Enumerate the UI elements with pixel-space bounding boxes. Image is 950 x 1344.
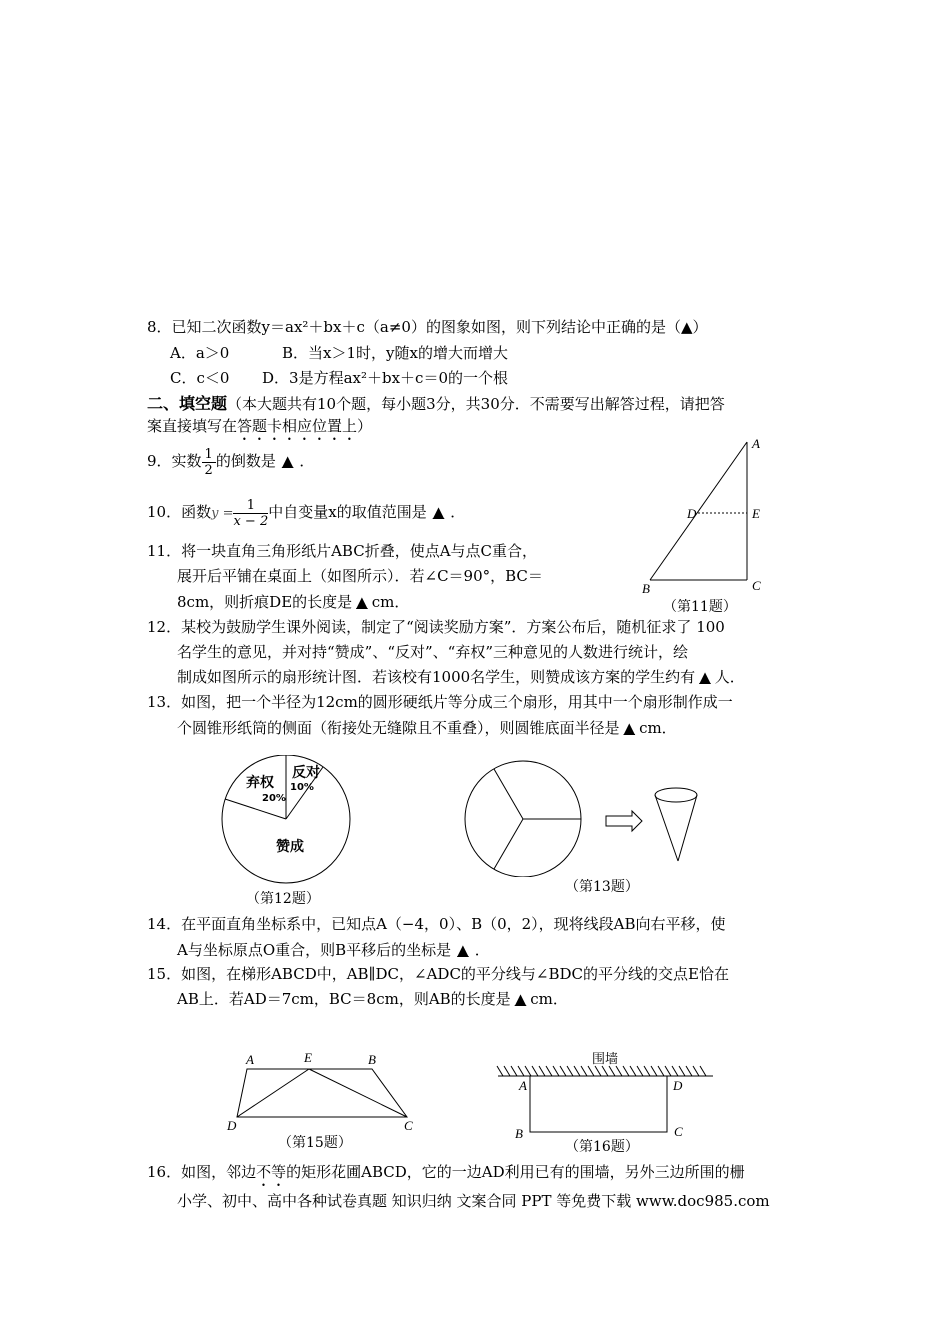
q12-caption: （第12题） xyxy=(246,891,320,907)
q15-caption: （第15题） xyxy=(278,1135,352,1151)
section2-desc2-emph: 答题卡相应位置上 xyxy=(237,417,358,435)
q10-blank: ▲ xyxy=(432,503,445,521)
q15-line1: 15．如图，在梯形ABCD中，AB∥DC，∠ADC的平分线与∠BDC的平分线的交点E恰在 xyxy=(147,965,729,983)
q10-pre: 10．函数 xyxy=(147,503,212,521)
q16-line1-pre: 16．如图，邻边 xyxy=(147,1163,257,1181)
q15-line-ec xyxy=(309,1069,407,1117)
q13-line2-post: cm． xyxy=(639,719,677,737)
q10-numerator: 1 xyxy=(233,498,268,514)
q10-end: ． xyxy=(450,503,466,521)
q12-pie-approve: 赞成 xyxy=(276,839,304,855)
q13-sector-line-3 xyxy=(494,819,523,869)
q12-line3 xyxy=(177,667,745,687)
q8-option-b: B．当x＞1时，y随x的增大而增大 xyxy=(282,344,508,362)
wall-hatch-mark xyxy=(679,1066,685,1076)
q8-option-d: D．3是方程ax²＋bx＋c＝0的一个根 xyxy=(262,369,508,387)
wall-hatch-mark xyxy=(511,1066,517,1076)
q9-denominator: 2 xyxy=(204,462,213,478)
wall-hatch-mark xyxy=(700,1066,706,1076)
q11-caption: （第11题） xyxy=(663,599,737,615)
q16-label-a: A xyxy=(519,1078,527,1093)
q10-y: y = xyxy=(211,506,234,521)
q11-label-c: C xyxy=(752,578,761,593)
q16-caption: （第16题） xyxy=(565,1139,639,1155)
q11-label-b: B xyxy=(642,581,650,596)
wall-hatch-mark xyxy=(546,1066,552,1076)
q16-rectangle-figure xyxy=(495,1064,720,1144)
q9-post: 的倒数是 xyxy=(215,452,276,470)
q11-line3-pre: 8cm，则折痕DE的长度是 xyxy=(177,593,353,611)
q16-wall-label: 围墙 xyxy=(592,1052,619,1067)
wall-hatch-mark xyxy=(637,1066,643,1076)
q15-label-a: A xyxy=(246,1052,254,1067)
q11-label-a: A xyxy=(752,436,760,451)
wall-hatch-mark xyxy=(595,1066,601,1076)
wall-hatch-mark xyxy=(630,1066,636,1076)
q14-blank: ▲ xyxy=(457,941,469,959)
wall-hatch-mark xyxy=(672,1066,678,1076)
q10-post: 中自变量x的取值范围是 xyxy=(268,503,427,521)
q14-line1: 14．在平面直角坐标系中，已知点A（−4，0）、B（0，2），现将线段AB向右平移，使 xyxy=(147,915,726,933)
q12-blank: ▲ xyxy=(699,668,711,686)
wall-hatch-mark xyxy=(651,1066,657,1076)
q11-side-ab xyxy=(650,442,747,580)
q11-line3 xyxy=(177,592,409,612)
q10-fraction xyxy=(233,498,268,529)
wall-hatch-mark xyxy=(539,1066,545,1076)
wall-hatch-mark xyxy=(567,1066,573,1076)
q13-line1: 13．如图，把一个半径为12cm的圆形硬纸片等分成三个扇形，用其中一个扇形制作成一 xyxy=(147,693,733,711)
q16-line1-post: 的矩形花圃ABCD，它的一边AD利用已有的围墙，另外三边所围的栅 xyxy=(286,1163,745,1181)
q14-line2-post: ． xyxy=(474,941,490,959)
q13-cone-right xyxy=(678,795,697,861)
q11-line3-post: cm． xyxy=(371,593,410,611)
wall-hatch-mark xyxy=(518,1066,524,1076)
wall-hatch-mark xyxy=(504,1066,510,1076)
q13-blank: ▲ xyxy=(623,719,636,737)
q10-denominator: x − 2 xyxy=(233,513,269,529)
footer-text: 小学、初中、高中各种试卷真题 知识归纳 文案合同 PPT 等免费下载 www.doc985.com xyxy=(177,1192,770,1210)
q16-label-d: D xyxy=(673,1078,683,1093)
q9-pre: 9．实数 xyxy=(147,452,202,470)
q9-end: ． xyxy=(299,452,315,470)
q16-label-b: B xyxy=(515,1126,523,1141)
q9-blank: ▲ xyxy=(281,452,294,470)
q12-line3-post: 人． xyxy=(714,668,745,686)
wall-hatch-mark xyxy=(560,1066,566,1076)
q11-line1: 11．将一块直角三角形纸片ABC折叠，使点A与点C重合， xyxy=(147,542,538,560)
wall-hatch-mark xyxy=(609,1066,615,1076)
q12-pie-chart xyxy=(220,755,356,885)
q9-fraction xyxy=(202,447,216,478)
wall-hatch-mark xyxy=(686,1066,692,1076)
q11-line2: 展开后平铺在桌面上（如图所示）．若∠C＝90°，BC＝ xyxy=(177,567,543,585)
q10 xyxy=(147,492,465,534)
q16-wall-hatching xyxy=(497,1066,713,1076)
q12-pie-abstain: 弃权 xyxy=(246,775,274,791)
q8-stem: 8．已知二次函数y＝ax²＋bx＋c（a≠0）的图象如图，则下列结论中正确的是（▲） xyxy=(147,318,708,336)
q15-line2 xyxy=(177,989,568,1009)
q9 xyxy=(147,441,314,481)
q13-cone-top xyxy=(655,788,697,802)
q15-trapezoid xyxy=(237,1069,407,1117)
q16-rectangle xyxy=(530,1076,667,1132)
q13-cone-left xyxy=(655,795,678,861)
q16-label-c: C xyxy=(674,1124,683,1139)
wall-hatch-mark xyxy=(525,1066,531,1076)
section2-header xyxy=(147,394,725,414)
wall-hatch-mark xyxy=(581,1066,587,1076)
q13-figure xyxy=(460,755,700,877)
q13-line2 xyxy=(177,718,677,738)
q15-line-de xyxy=(237,1069,309,1117)
wall-hatch-mark xyxy=(497,1066,503,1076)
wall-hatch-mark xyxy=(616,1066,622,1076)
section2-title: 二、填空题 xyxy=(147,394,228,413)
wall-hatch-mark xyxy=(665,1066,671,1076)
q15-line2-post: cm． xyxy=(530,990,568,1008)
q15-label-e: E xyxy=(304,1050,312,1065)
wall-hatch-mark xyxy=(602,1066,608,1076)
q12-pie-oppose: 反对 xyxy=(292,765,320,781)
q15-label-b: B xyxy=(368,1052,376,1067)
q13-arrow-icon xyxy=(606,811,642,831)
q14-line2-pre: A与坐标原点O重合，则B平移后的坐标是 xyxy=(177,941,452,959)
section2-desc2-c: ） xyxy=(357,417,373,435)
wall-hatch-mark xyxy=(553,1066,559,1076)
wall-hatch-mark xyxy=(588,1066,594,1076)
q8-option-c: C．c＜0 xyxy=(170,369,230,387)
q9-numerator: 1 xyxy=(202,447,216,463)
q12-line3-pre: 制成如图所示的扇形统计图．若该校有1000名学生，则赞成该方案的学生约有 xyxy=(177,668,696,686)
q12-pie-oppose-pct: 10% xyxy=(290,782,314,793)
q11-triangle-figure xyxy=(630,432,780,600)
q16-line1-emph: 不等 xyxy=(256,1163,287,1181)
section2-desc1: （本大题共有10个题，每小题3分，共30分．不需要写出解答过程，请把答 xyxy=(227,395,725,413)
q11-blank: ▲ xyxy=(356,593,368,611)
wall-hatch-mark xyxy=(623,1066,629,1076)
q13-caption: （第13题） xyxy=(565,879,639,895)
q12-line2: 名学生的意见，并对持“赞成”、“反对”、“弃权”三种意见的人数进行统计，绘 xyxy=(177,643,689,661)
q15-label-d: D xyxy=(227,1118,237,1133)
q12-line1: 12．某校为鼓励学生课外阅读，制定了“阅读奖励方案”．方案公布后，随机征求了 100 xyxy=(147,618,725,636)
q12-pie-abstain-pct: 20% xyxy=(262,793,286,804)
q13-sector-line-2 xyxy=(494,769,523,819)
wall-hatch-mark xyxy=(644,1066,650,1076)
q15-trapezoid-figure xyxy=(222,1048,422,1134)
section2-desc2 xyxy=(147,416,372,444)
q14-line2 xyxy=(177,940,490,960)
section2-desc2-a: 案直接填写在 xyxy=(147,417,238,435)
wall-hatch-mark xyxy=(532,1066,538,1076)
q15-blank: ▲ xyxy=(514,990,527,1008)
q15-line2-pre: AB上．若AD＝7cm，BC＝8cm，则AB的长度是 xyxy=(177,990,511,1008)
q16-line1 xyxy=(147,1162,745,1190)
wall-hatch-mark xyxy=(693,1066,699,1076)
wall-hatch-mark xyxy=(574,1066,580,1076)
q15-label-c: C xyxy=(404,1118,413,1133)
q11-label-e: E xyxy=(752,506,760,521)
wall-hatch-mark xyxy=(658,1066,664,1076)
q8-option-a: A．a＞0 xyxy=(170,344,230,362)
q11-label-d: D xyxy=(687,506,697,521)
q13-line2-pre: 个圆锥形纸筒的侧面（衔接处无缝隙且不重叠），则圆锥底面半径是 xyxy=(177,719,620,737)
